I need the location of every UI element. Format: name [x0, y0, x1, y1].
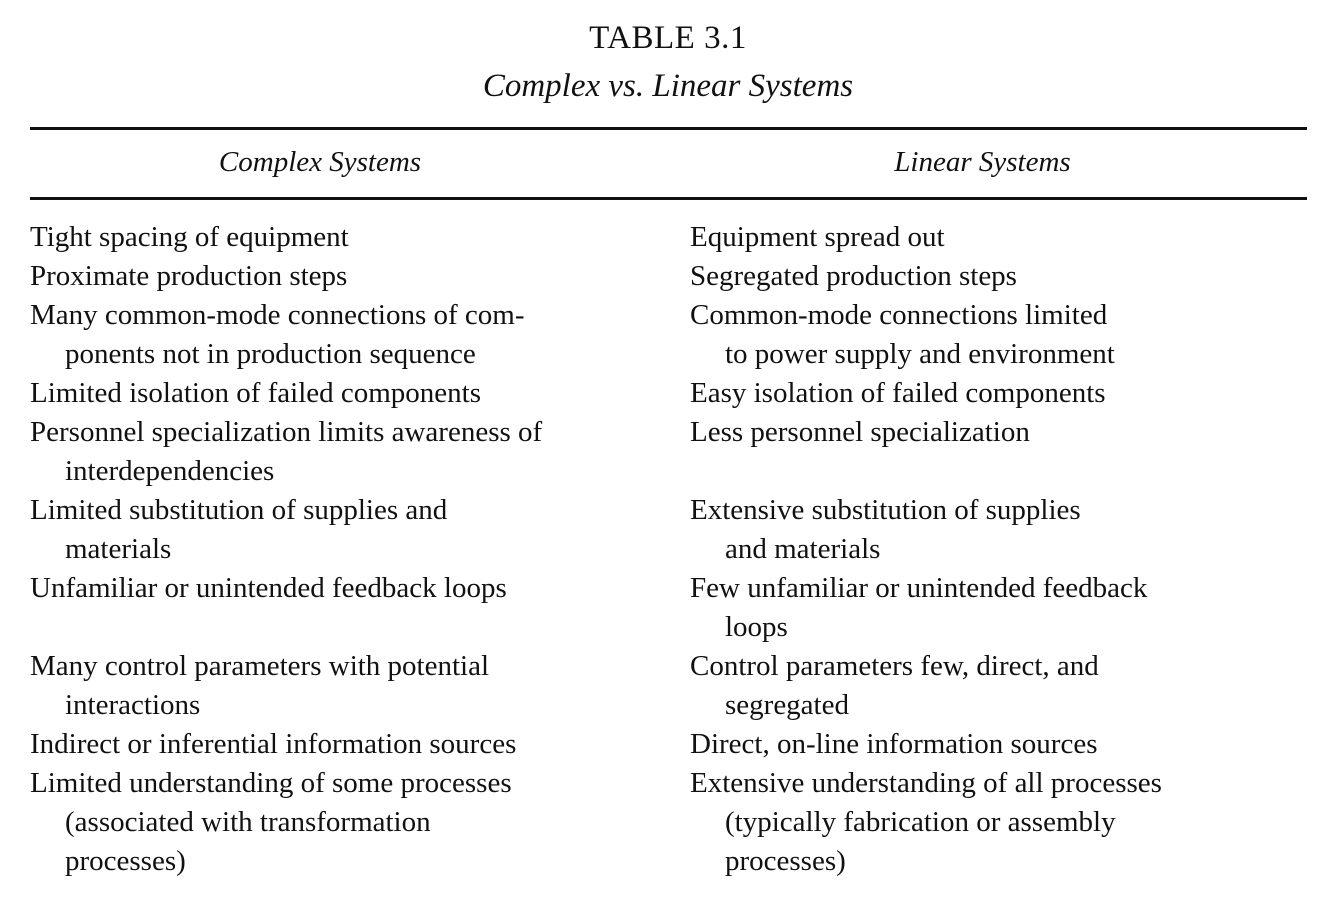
table-body [30, 218, 1320, 881]
complex-systems-cell [30, 725, 690, 764]
complex-systems-cell [30, 296, 690, 374]
linear-systems-cell [690, 413, 1310, 491]
cell-text-line: Limited isolation of failed components [30, 377, 482, 409]
cell-text-line: Segregated production steps [690, 260, 1017, 292]
cell-text-line: Proximate production steps [30, 260, 348, 292]
cell-text-line: Direct, on-line information sources [690, 728, 1098, 760]
cell-text-line: Personnel specialization limits awareness of [30, 416, 543, 448]
column-header-linear: Linear Systems [894, 146, 1071, 178]
linear-systems-cell [690, 569, 1310, 647]
cell-text-line: Many control parameters with potential [30, 650, 490, 682]
cell-text-line: to power supply and environment [725, 338, 1115, 370]
linear-systems-cell [690, 491, 1310, 569]
top-rule [30, 127, 1307, 130]
complex-systems-cell [30, 569, 690, 647]
complex-systems-cell [30, 491, 690, 569]
table-row [30, 374, 1320, 413]
cell-text-line: (typically fabrication or assembly [725, 806, 1116, 838]
complex-systems-cell [30, 647, 690, 725]
cell-text-line: Less personnel specialization [690, 416, 1030, 448]
table-row [30, 413, 1320, 491]
cell-text-line: Tight spacing of equipment [30, 221, 349, 253]
linear-systems-cell [690, 725, 1310, 764]
table-row [30, 491, 1320, 569]
complex-systems-cell [30, 764, 690, 881]
table-row [30, 218, 1320, 257]
cell-text-line: ponents not in production sequence [65, 338, 476, 370]
cell-text-line: Easy isolation of failed components [690, 377, 1106, 409]
cell-spacer [690, 452, 1310, 491]
cell-text-line: segregated [725, 689, 849, 721]
cell-text-line: interdependencies [65, 455, 275, 487]
linear-systems-cell [690, 374, 1310, 413]
complex-systems-cell [30, 374, 690, 413]
complex-systems-cell [30, 218, 690, 257]
table-row [30, 257, 1320, 296]
complex-systems-cell [30, 413, 690, 491]
cell-text-line: loops [725, 611, 788, 643]
cell-text-line: materials [65, 533, 172, 565]
table-row [30, 764, 1320, 881]
cell-text-line: Limited understanding of some processes [30, 767, 512, 799]
cell-text-line: processes) [65, 845, 186, 877]
cell-text-line: Extensive substitution of supplies [690, 494, 1081, 526]
complex-systems-cell [30, 257, 690, 296]
cell-text-line: Equipment spread out [690, 221, 945, 253]
table-row [30, 296, 1320, 374]
column-header-complex: Complex Systems [218, 146, 422, 178]
table-row [30, 725, 1320, 764]
cell-text-line: Few unfamiliar or unintended feedback [690, 572, 1148, 604]
cell-text-line: Limited substitution of supplies and [30, 494, 448, 526]
cell-text-line: (associated with transformation [65, 806, 431, 838]
cell-text-line: Many common-mode connections of com- [30, 299, 525, 331]
linear-systems-cell [690, 647, 1310, 725]
table-row [30, 569, 1320, 647]
cell-text-line: Control parameters few, direct, and [690, 650, 1099, 682]
table-title: TABLE 3.1 [589, 20, 747, 56]
cell-text-line: Extensive understanding of all processes [690, 767, 1162, 799]
cell-text-line: Common-mode connections limited [690, 299, 1108, 331]
table-row [30, 647, 1320, 725]
cell-spacer [30, 608, 690, 647]
cell-text-line: interactions [65, 689, 201, 721]
linear-systems-cell [690, 296, 1310, 374]
linear-systems-cell [690, 257, 1310, 296]
linear-systems-cell [690, 218, 1310, 257]
cell-text-line: Unfamiliar or unintended feedback loops [30, 572, 507, 604]
cell-text-line: Indirect or inferential information sources [30, 728, 517, 760]
linear-systems-cell [690, 764, 1310, 881]
table-subtitle: Complex vs. Linear Systems [482, 68, 854, 104]
cell-text-line: and materials [725, 533, 881, 565]
cell-text-line: processes) [725, 845, 846, 877]
header-rule [30, 197, 1307, 200]
